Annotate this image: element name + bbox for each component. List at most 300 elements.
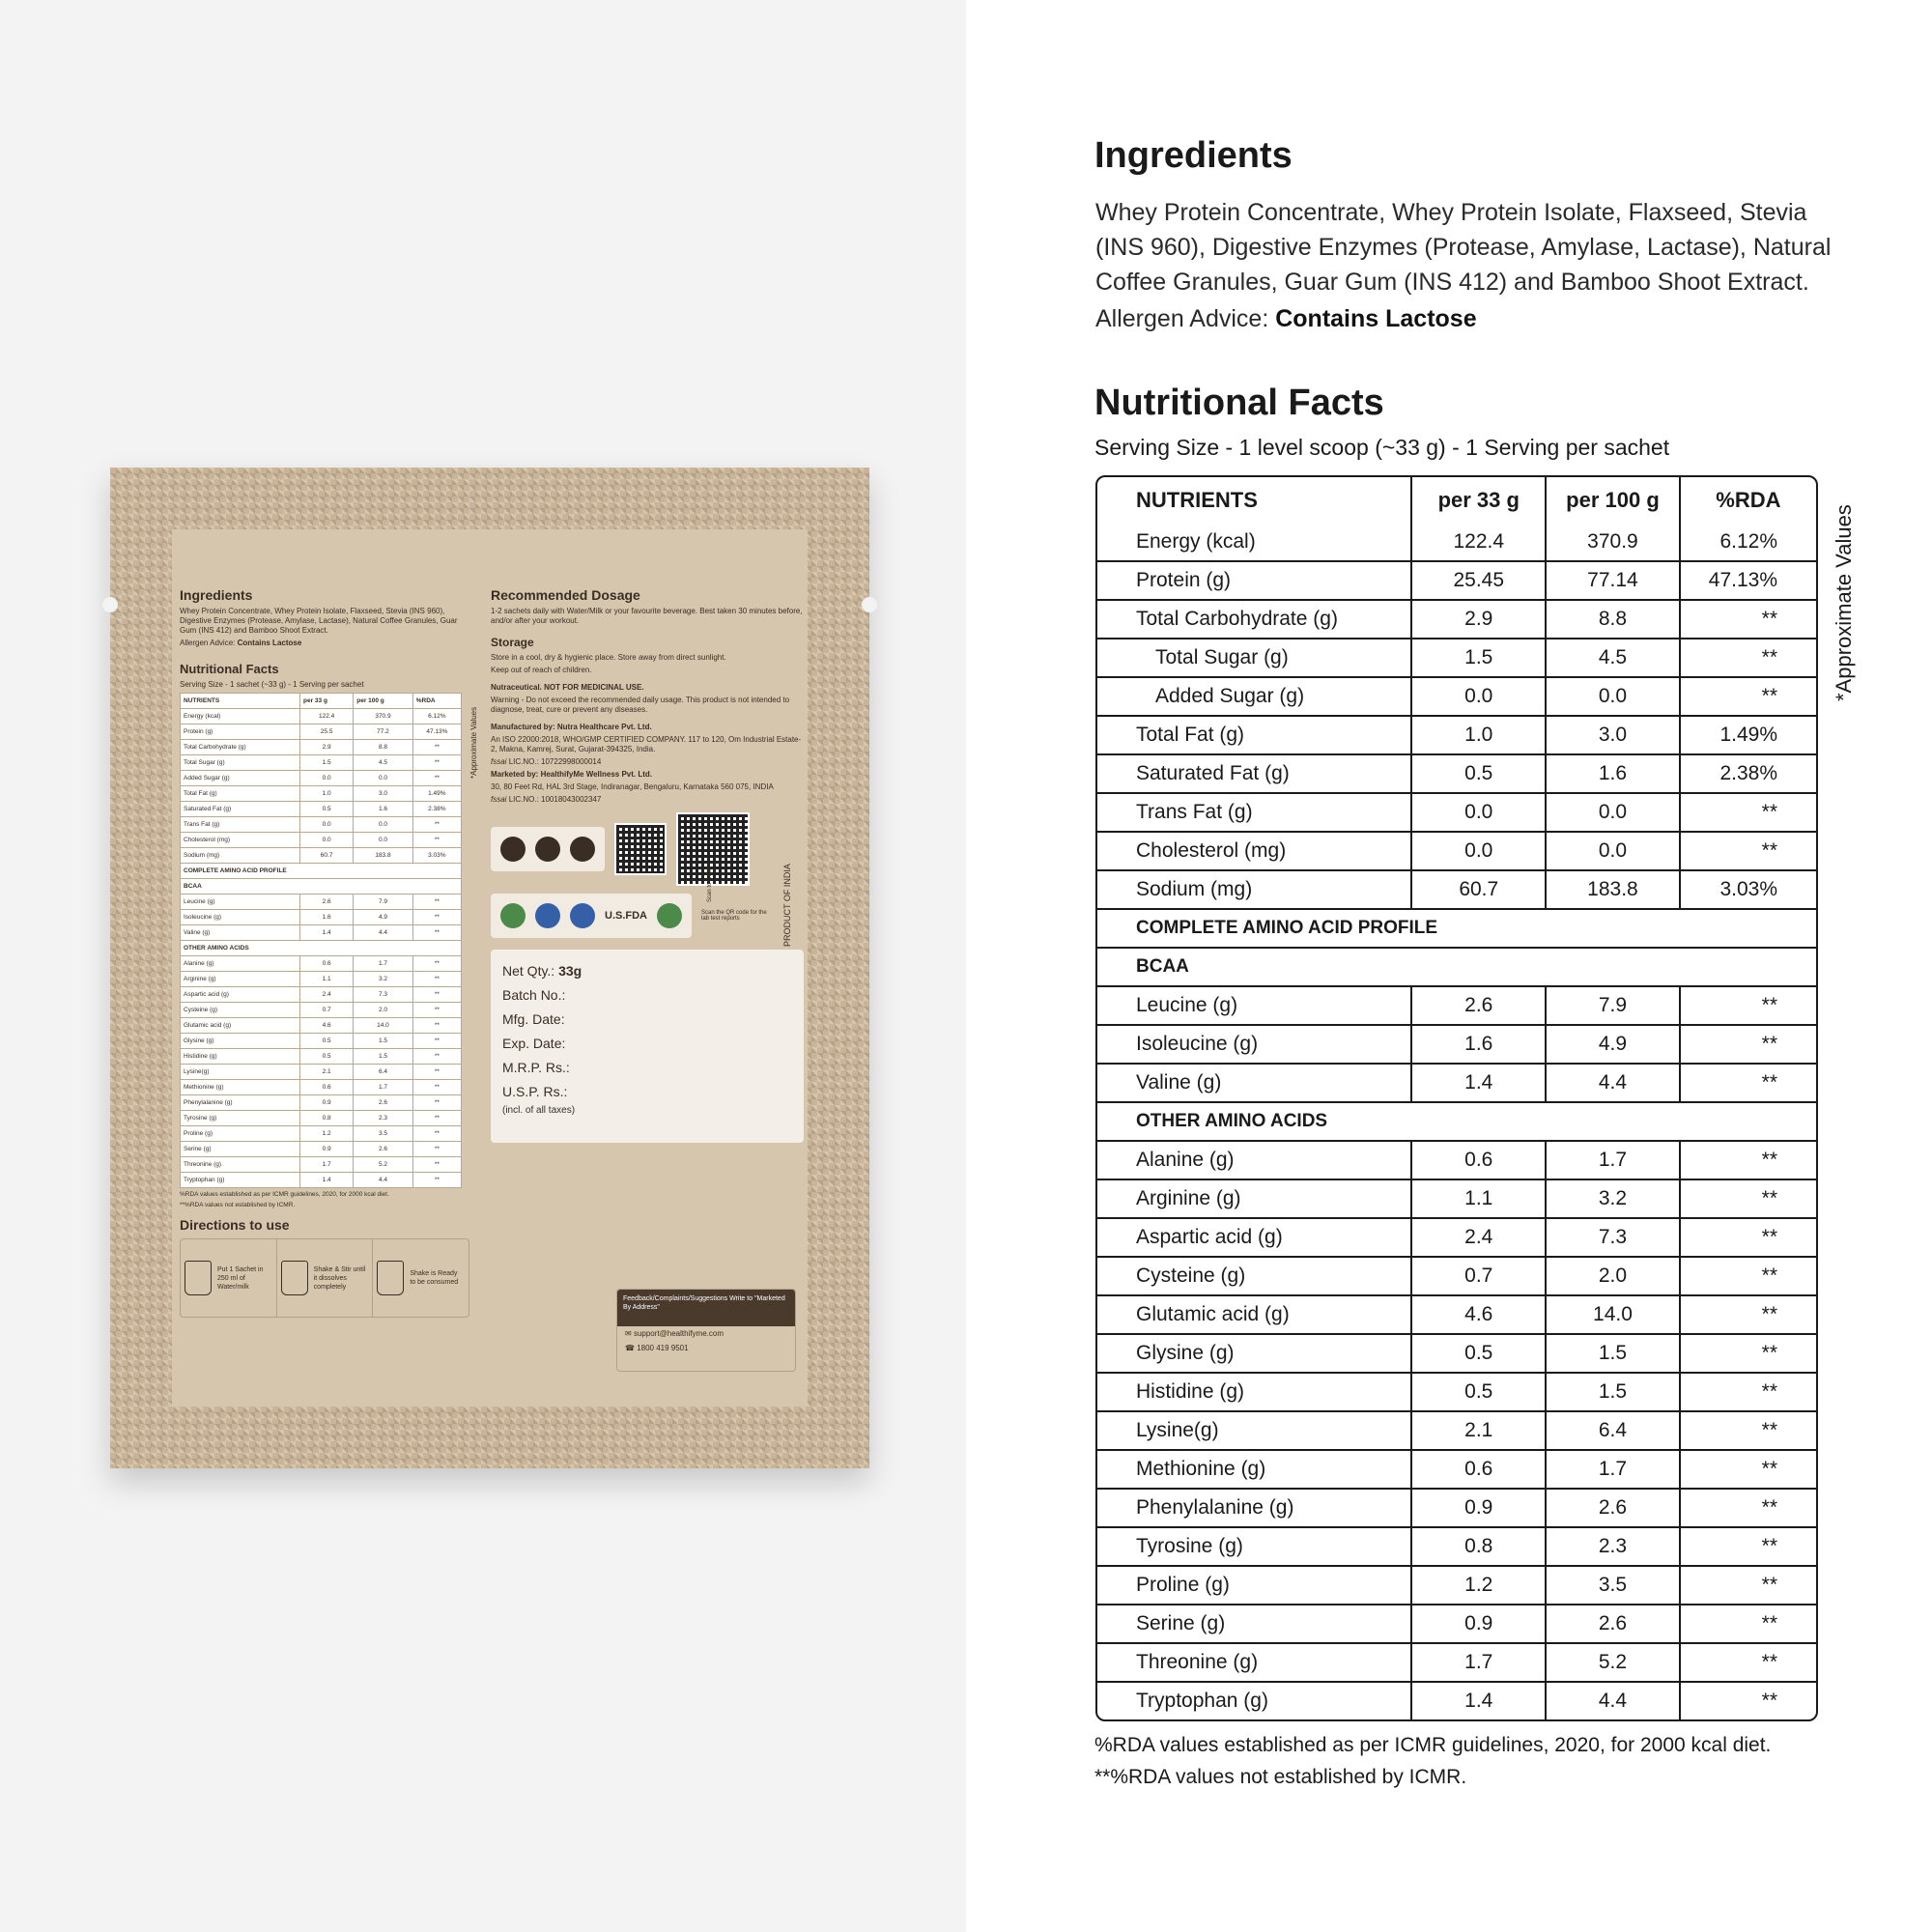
table-row (181, 1003, 462, 1018)
nutrient-name: Trans Fat (g) (181, 817, 300, 833)
us-fda-logo: U.S.FDA (605, 910, 647, 922)
table-row (1097, 1451, 1816, 1490)
tear-notch-left (102, 597, 118, 612)
value-per-33g: 2.9 (299, 740, 353, 755)
certification-logos-2 (491, 894, 804, 938)
value-per-33g: 0.6 (1412, 1451, 1547, 1490)
value-per-33g: 0.6 (1412, 1142, 1547, 1180)
value-rda: ** (1681, 1335, 1816, 1374)
value-per-33g: 2.6 (1412, 987, 1547, 1026)
nutrient-name: Glysine (g) (1097, 1335, 1412, 1374)
nutrient-name: Tryptophan (g) (1097, 1683, 1412, 1719)
value-per-33g: 25.45 (1412, 562, 1547, 601)
nutrient-name: Methionine (g) (181, 1080, 300, 1095)
nutrient-name: Phenylalanine (g) (181, 1095, 300, 1111)
sachet-section-amino-label: COMPLETE AMINO ACID PROFILE (181, 864, 462, 879)
value-per-100g: 4.4 (1547, 1065, 1681, 1103)
fssai-logo-2: fssai (491, 795, 507, 804)
shaker-ready-icon (377, 1261, 404, 1295)
ingredients-text: Whey Protein Concentrate, Whey Protein Isolate, Flaxseed, Stevia (INS 960), Digestive Enzymes (Protease, Amylase, Lactase), Natural Coffee Granules, Guar Gum (INS 412) and Bamboo Shoot Extract. (1095, 199, 1832, 296)
sachet-lic-1-text: LIC.NO.: 10722998000014 (508, 757, 602, 766)
nutrition-title: Nutritional Facts (1094, 383, 1384, 423)
value-per-100g: 0.0 (354, 771, 412, 786)
value-per-100g: 5.2 (1547, 1644, 1681, 1683)
value-per-33g: 0.0 (1412, 678, 1547, 717)
certification-logos (491, 812, 804, 886)
sachet-col-per100: per 100 g (354, 694, 412, 709)
value-per-33g: 0.6 (299, 1080, 353, 1095)
nutrient-name: Total Fat (g) (1097, 717, 1412, 755)
table-row (1097, 1374, 1816, 1412)
value-rda: ** (412, 1018, 461, 1034)
value-per-33g: 0.9 (1412, 1605, 1547, 1644)
value-rda: ** (412, 771, 461, 786)
table-row (181, 972, 462, 987)
value-per-100g: 4.9 (1547, 1026, 1681, 1065)
value-rda: ** (1681, 1374, 1816, 1412)
net-qty (502, 959, 792, 983)
exp-date: Exp. Date: (502, 1036, 566, 1051)
value-per-33g: 0.5 (299, 1049, 353, 1065)
nutrient-name: Tyrosine (g) (1097, 1528, 1412, 1567)
value-rda: ** (412, 755, 461, 771)
value-rda: ** (412, 1095, 461, 1111)
table-row (1097, 717, 1816, 755)
nutrient-name: Protein (g) (181, 724, 300, 740)
value-per-33g: 1.0 (299, 786, 353, 802)
sachet-storage-title: Storage (491, 636, 534, 649)
table-row (181, 1142, 462, 1157)
table-row (1097, 1412, 1816, 1451)
value-per-100g: 77.14 (1547, 562, 1681, 601)
value-per-33g: 1.6 (299, 910, 353, 925)
value-per-100g: 2.6 (1547, 1490, 1681, 1528)
value-per-33g: 2.1 (299, 1065, 353, 1080)
table-row (181, 1095, 462, 1111)
usp: U.S.P. Rs.: (502, 1084, 568, 1099)
section-amino-profile-label: COMPLETE AMINO ACID PROFILE (1097, 910, 1816, 949)
table-row (1097, 524, 1816, 562)
nutrient-name: Threonine (g) (1097, 1644, 1412, 1683)
nutrient-name: Histidine (g) (181, 1049, 300, 1065)
value-per-100g: 183.8 (354, 848, 412, 864)
value-per-100g: 0.0 (354, 833, 412, 848)
value-rda: ** (1681, 601, 1816, 639)
table-row (181, 833, 462, 848)
table-row (181, 895, 462, 910)
taxes-note: (incl. of all taxes) (502, 1105, 576, 1116)
sachet-approx-values: *Approximate Values (469, 706, 478, 779)
value-per-33g: 0.0 (299, 833, 353, 848)
sachet-footnote-2: **%RDA values not established by ICMR. (180, 1202, 296, 1208)
support-email-text: support@healthifyme.com (633, 1329, 724, 1338)
value-per-100g: 0.0 (1547, 833, 1681, 871)
table-row (1097, 794, 1816, 833)
value-per-33g: 1.1 (1412, 1180, 1547, 1219)
value-rda: ** (1681, 1296, 1816, 1335)
nutrient-name: Arginine (g) (181, 972, 300, 987)
serving-size: Serving Size - 1 level scoop (~33 g) - 1 Serving per sachet (1094, 435, 1670, 460)
sachet-mfg-by: Manufactured by: Nutra Healthcare Pvt. Ltd. (491, 723, 652, 731)
value-rda: ** (412, 987, 461, 1003)
value-per-100g: 1.7 (1547, 1451, 1681, 1490)
value-per-33g: 25.5 (299, 724, 353, 740)
table-row (181, 802, 462, 817)
table-row (1097, 639, 1816, 678)
support-phone-text: 1800 419 9501 (637, 1344, 689, 1352)
sachet-left-column (180, 587, 469, 1318)
value-per-33g: 0.9 (1412, 1490, 1547, 1528)
value-per-33g: 1.4 (299, 925, 353, 941)
table-row (1097, 1142, 1816, 1180)
sachet-mkt-by: Marketed by: HealthifyMe Wellness Pvt. Ltd. (491, 770, 653, 779)
value-per-33g: 1.5 (299, 755, 353, 771)
sachet-back (110, 468, 869, 1468)
value-rda: ** (1681, 1219, 1816, 1258)
nutrient-name: Lysine(g) (181, 1065, 300, 1080)
nutrient-name: Energy (kcal) (181, 709, 300, 724)
table-row (181, 740, 462, 755)
product-of-india: PRODUCT OF INDIA (782, 864, 792, 947)
nutrient-name: Cholesterol (mg) (1097, 833, 1412, 871)
value-per-100g: 8.8 (354, 740, 412, 755)
value-rda: 47.13% (412, 724, 461, 740)
value-rda: ** (1681, 1528, 1816, 1567)
value-per-33g: 0.0 (1412, 833, 1547, 871)
nutrient-name: Saturated Fat (g) (181, 802, 300, 817)
table-row (181, 1049, 462, 1065)
value-rda: 2.38% (412, 802, 461, 817)
value-per-33g: 1.4 (1412, 1065, 1547, 1103)
value-rda: ** (1681, 1451, 1816, 1490)
value-rda: ** (412, 817, 461, 833)
value-per-100g: 4.4 (1547, 1683, 1681, 1719)
value-per-100g: 1.7 (354, 956, 412, 972)
sachet-dosage-text: 1-2 sachets daily with Water/Milk or your favourite beverage. Best taken 30 minutes before, and/or after your workout. (491, 607, 803, 625)
value-rda: 3.03% (412, 848, 461, 864)
value-rda: ** (1681, 1412, 1816, 1451)
value-rda: ** (412, 1111, 461, 1126)
nutrient-name: Leucine (g) (1097, 987, 1412, 1026)
feedback-box (616, 1289, 796, 1372)
sachet-section-amino (181, 864, 462, 879)
value-per-100g: 4.5 (354, 755, 412, 771)
nutrient-name: Added Sugar (g) (1097, 678, 1412, 717)
value-per-100g: 3.0 (1547, 717, 1681, 755)
sachet-dosage-title: Recommended Dosage (491, 587, 640, 603)
value-rda: ** (1681, 1026, 1816, 1065)
value-rda: ** (1681, 678, 1816, 717)
iso-logo-icon (535, 903, 560, 928)
nutrient-name: Cholesterol (mg) (181, 833, 300, 848)
value-rda: ** (1681, 1490, 1816, 1528)
nutrient-name: Histidine (g) (1097, 1374, 1412, 1412)
value-per-100g: 1.6 (1547, 755, 1681, 794)
sachet-storage-text-2: Keep out of reach of children. (491, 666, 592, 674)
table-row (181, 1018, 462, 1034)
sachet-lic-2-text: LIC.NO.: 10018043002347 (508, 795, 602, 804)
value-per-33g: 1.7 (299, 1157, 353, 1173)
sachet-allergen-prefix: Allergen Advice: (180, 639, 236, 647)
value-per-33g: 1.6 (1412, 1026, 1547, 1065)
table-row (1097, 833, 1816, 871)
lab-report-qr-icon (676, 812, 750, 886)
sachet-mkt-addr: 30, 80 Feet Rd, HAL 3rd Stage, Indiranagar, Bengaluru, Karnataka 560 075, INDIA (491, 782, 774, 791)
value-per-100g: 3.2 (354, 972, 412, 987)
who-logo-icon (570, 903, 595, 928)
value-per-100g: 1.5 (1547, 1335, 1681, 1374)
value-per-100g: 1.7 (354, 1080, 412, 1095)
value-per-100g: 2.6 (354, 1095, 412, 1111)
value-per-33g: 1.1 (299, 972, 353, 987)
table-row (181, 709, 462, 724)
table-row (1097, 871, 1816, 910)
table-row (181, 1034, 462, 1049)
table-row (1097, 1490, 1816, 1528)
sachet-mfg-addr: An ISO 22000:2018, WHO/GMP CERTIFIED COMPANY. 117 to 120, Om Industrial Estate-2, Makna, Kamrej, Surat, Gujarat-394325, India. (491, 735, 802, 753)
value-per-100g: 1.7 (1547, 1142, 1681, 1180)
nutrient-name: Alanine (g) (181, 956, 300, 972)
sachet-warning: Warning - Do not exceed the recommended daily usage. This product is not intended to diagnose, treat, cure or prevent any diseases. (491, 696, 790, 714)
table-row (181, 786, 462, 802)
feedback-head: Feedback/Complaints/Suggestions Write to "Marketed By Address" (617, 1290, 795, 1326)
nutrient-name: Isoleucine (g) (181, 910, 300, 925)
nutrient-name: Alanine (g) (1097, 1142, 1412, 1180)
value-per-33g: 0.5 (299, 1034, 353, 1049)
section-amino-profile (1097, 910, 1816, 949)
sachet-col-nutrients: NUTRIENTS (181, 694, 300, 709)
table-row (1097, 1065, 1816, 1103)
badge-icon-2 (535, 837, 560, 862)
rda-footnote-1: %RDA values established as per ICMR guidelines, 2020, for 2000 kcal diet. (1094, 1734, 1772, 1756)
value-per-33g: 1.0 (1412, 717, 1547, 755)
value-rda: ** (412, 1049, 461, 1065)
nutrient-name: Total Carbohydrate (g) (1097, 601, 1412, 639)
value-per-33g: 0.7 (299, 1003, 353, 1018)
table-row (1097, 1219, 1816, 1258)
table-row (1097, 755, 1816, 794)
value-rda: ** (412, 972, 461, 987)
value-per-33g: 0.8 (299, 1111, 353, 1126)
value-per-100g: 0.0 (1547, 794, 1681, 833)
nutrient-name: Serine (g) (1097, 1605, 1412, 1644)
value-rda: ** (412, 956, 461, 972)
table-row (1097, 1258, 1816, 1296)
directions-steps (180, 1238, 469, 1318)
value-per-100g: 3.5 (1547, 1567, 1681, 1605)
value-rda: 6.12% (412, 709, 461, 724)
sachet-directions (180, 1217, 469, 1318)
value-per-33g: 0.5 (1412, 755, 1547, 794)
value-rda: ** (412, 1034, 461, 1049)
value-per-33g: 1.2 (1412, 1567, 1547, 1605)
value-per-100g: 2.0 (1547, 1258, 1681, 1296)
table-row (181, 956, 462, 972)
value-rda: ** (412, 1173, 461, 1188)
value-rda: ** (1681, 833, 1816, 871)
rda-footnote-2: **%RDA values not established by ICMR. (1094, 1766, 1467, 1788)
nutrient-name: Total Sugar (g) (1097, 639, 1412, 678)
direction-step-1-text: Put 1 Sachet in 250 ml of Water/milk (217, 1265, 264, 1291)
value-per-100g: 1.5 (1547, 1374, 1681, 1412)
value-per-33g: 0.5 (1412, 1335, 1547, 1374)
nutrient-name: Total Sugar (g) (181, 755, 300, 771)
value-per-100g: 2.0 (354, 1003, 412, 1018)
sachet-right-column (491, 587, 804, 1143)
value-per-33g: 0.8 (1412, 1528, 1547, 1567)
value-rda: ** (412, 1065, 461, 1080)
nutrient-name: Cysteine (g) (1097, 1258, 1412, 1296)
value-rda: ** (1761, 1690, 1777, 1712)
rda-footnote (1094, 1729, 1771, 1793)
section-other-amino (1097, 1103, 1816, 1142)
value-rda: ** (412, 1080, 461, 1095)
table-row (1097, 1567, 1816, 1605)
gmp-logo-icon (500, 903, 526, 928)
allergen-prefix: Allergen Advice: (1095, 305, 1269, 332)
value-per-100g: 0.0 (354, 817, 412, 833)
value-per-33g: 60.7 (1412, 871, 1547, 910)
nutrient-name: Isoleucine (g) (1097, 1026, 1412, 1065)
table-row (1097, 1683, 1816, 1719)
sachet-ingredients-title: Ingredients (180, 587, 253, 603)
sachet-section-other-label: OTHER AMINO ACIDS (181, 941, 462, 956)
nutrient-name: Total Fat (g) (181, 786, 300, 802)
table-row (181, 848, 462, 864)
section-other-amino-label: OTHER AMINO ACIDS (1097, 1103, 1816, 1142)
support-email: ✉ support@healthifyme.com (625, 1329, 724, 1338)
nutrient-name: Tyrosine (g) (181, 1111, 300, 1126)
value-rda: ** (412, 1003, 461, 1018)
value-rda: ** (412, 1142, 461, 1157)
value-rda: 2.38% (1681, 755, 1816, 794)
value-per-33g: 0.9 (299, 1142, 353, 1157)
value-per-33g: 0.5 (299, 802, 353, 817)
value-per-100g: 8.8 (1547, 601, 1681, 639)
value-per-33g: 1.2 (299, 1126, 353, 1142)
table-row (1097, 1026, 1816, 1065)
value-per-100g: 183.8 (1547, 871, 1681, 910)
sachet-storage-text: Store in a cool, dry & hygienic place. Store away from direct sunlight. (491, 653, 726, 662)
value-rda: 1.49% (1681, 717, 1816, 755)
mrp: M.R.P. Rs.: (502, 1060, 570, 1075)
sachet-section-bcaa (181, 879, 462, 895)
value-per-100g: 14.0 (1547, 1296, 1681, 1335)
nutrient-name: Sodium (mg) (181, 848, 300, 864)
value-rda: ** (1681, 1180, 1816, 1219)
value-per-100g: 4.5 (1547, 639, 1681, 678)
table-row (181, 1065, 462, 1080)
nutrient-name: Cysteine (g) (181, 1003, 300, 1018)
table-row (181, 1173, 462, 1188)
net-qty-value: 33g (558, 963, 582, 979)
value-per-33g: 0.0 (299, 771, 353, 786)
table-row (1097, 1180, 1816, 1219)
sachet-label (172, 529, 808, 1406)
table-row (1097, 601, 1816, 639)
nutrient-name: Threonine (g) (181, 1157, 300, 1173)
tear-notch-right (862, 597, 877, 612)
value-rda: ** (412, 1157, 461, 1173)
veg-logo-icon (657, 903, 682, 928)
nutrition-table-header (1097, 477, 1816, 524)
table-row (1097, 1605, 1816, 1644)
table-row (1097, 678, 1816, 717)
shaker-icon (281, 1261, 308, 1295)
value-rda: ** (1681, 1644, 1816, 1683)
table-row (181, 724, 462, 740)
sachet-table-header (181, 694, 462, 709)
nutrient-name: Sodium (mg) (1097, 871, 1412, 910)
value-per-33g: 0.7 (1412, 1258, 1547, 1296)
value-per-33g: 0.0 (1412, 794, 1547, 833)
batch-no: Batch No.: (502, 987, 566, 1003)
nutrition-table (1095, 475, 1818, 1721)
value-per-100g: 1.5 (354, 1049, 412, 1065)
value-per-100g: 7.9 (354, 895, 412, 910)
table-row (181, 755, 462, 771)
value-per-100g: 1.5 (354, 1034, 412, 1049)
nutrient-name: Proline (g) (1097, 1567, 1412, 1605)
approximate-values-note: *Approximate Values (1832, 504, 1856, 701)
sachet-nutraceutical: Nutraceutical. NOT FOR MEDICINAL USE. (491, 683, 644, 692)
col-nutrients: NUTRIENTS (1097, 477, 1412, 524)
sachet-ingredients-text: Whey Protein Concentrate, Whey Protein Isolate, Flaxseed, Stevia (INS 960), Digestive Enzymes (Protease, Amylase, Lactase), Natural Coffee Granules, Guar Gum (INS 412) and Bamboo Shoot Extract. (180, 607, 458, 635)
value-per-100g: 6.4 (1547, 1412, 1681, 1451)
value-rda: ** (412, 833, 461, 848)
mfg-date: Mfg. Date: (502, 1011, 565, 1027)
value-per-100g: 14.0 (354, 1018, 412, 1034)
value-per-100g: 2.6 (1547, 1605, 1681, 1644)
value-per-33g: 122.4 (299, 709, 353, 724)
value-rda: ** (1681, 1567, 1816, 1605)
direction-step-1 (181, 1239, 277, 1317)
value-per-100g: 7.3 (354, 987, 412, 1003)
net-qty-label: Net Qty.: (502, 963, 555, 979)
value-rda: ** (412, 925, 461, 941)
value-per-33g: 122.4 (1412, 524, 1547, 562)
value-per-100g: 1.6 (354, 802, 412, 817)
value-per-33g: 2.1 (1412, 1412, 1547, 1451)
value-per-100g: 370.9 (1547, 524, 1681, 562)
table-row (1097, 987, 1816, 1026)
value-per-100g: 6.4 (354, 1065, 412, 1080)
qr-code-icon (614, 823, 667, 875)
value-per-100g: 2.6 (354, 1142, 412, 1157)
value-per-100g: 3.5 (354, 1126, 412, 1142)
value-per-100g: 4.9 (354, 910, 412, 925)
nutrient-name: Total Carbohydrate (g) (181, 740, 300, 755)
allergen-advice (1095, 305, 1477, 333)
table-row (181, 817, 462, 833)
table-row (181, 1111, 462, 1126)
sachet-col-rda: %RDA (412, 694, 461, 709)
value-per-100g: 7.9 (1547, 987, 1681, 1026)
nutrient-name: Glutamic acid (g) (1097, 1296, 1412, 1335)
value-per-100g: 2.3 (1547, 1528, 1681, 1567)
direction-step-3 (373, 1239, 469, 1317)
value-rda: ** (1681, 1065, 1816, 1103)
nutrient-name: Tryptophan (g) (181, 1173, 300, 1188)
table-row (181, 925, 462, 941)
table-row (1097, 562, 1816, 601)
value-rda: ** (412, 910, 461, 925)
value-rda: 1.49% (412, 786, 461, 802)
value-per-33g: 0.6 (299, 956, 353, 972)
value-per-100g: 3.0 (354, 786, 412, 802)
value-rda: ** (1681, 1142, 1816, 1180)
fssai-logo: fssai (491, 757, 507, 766)
